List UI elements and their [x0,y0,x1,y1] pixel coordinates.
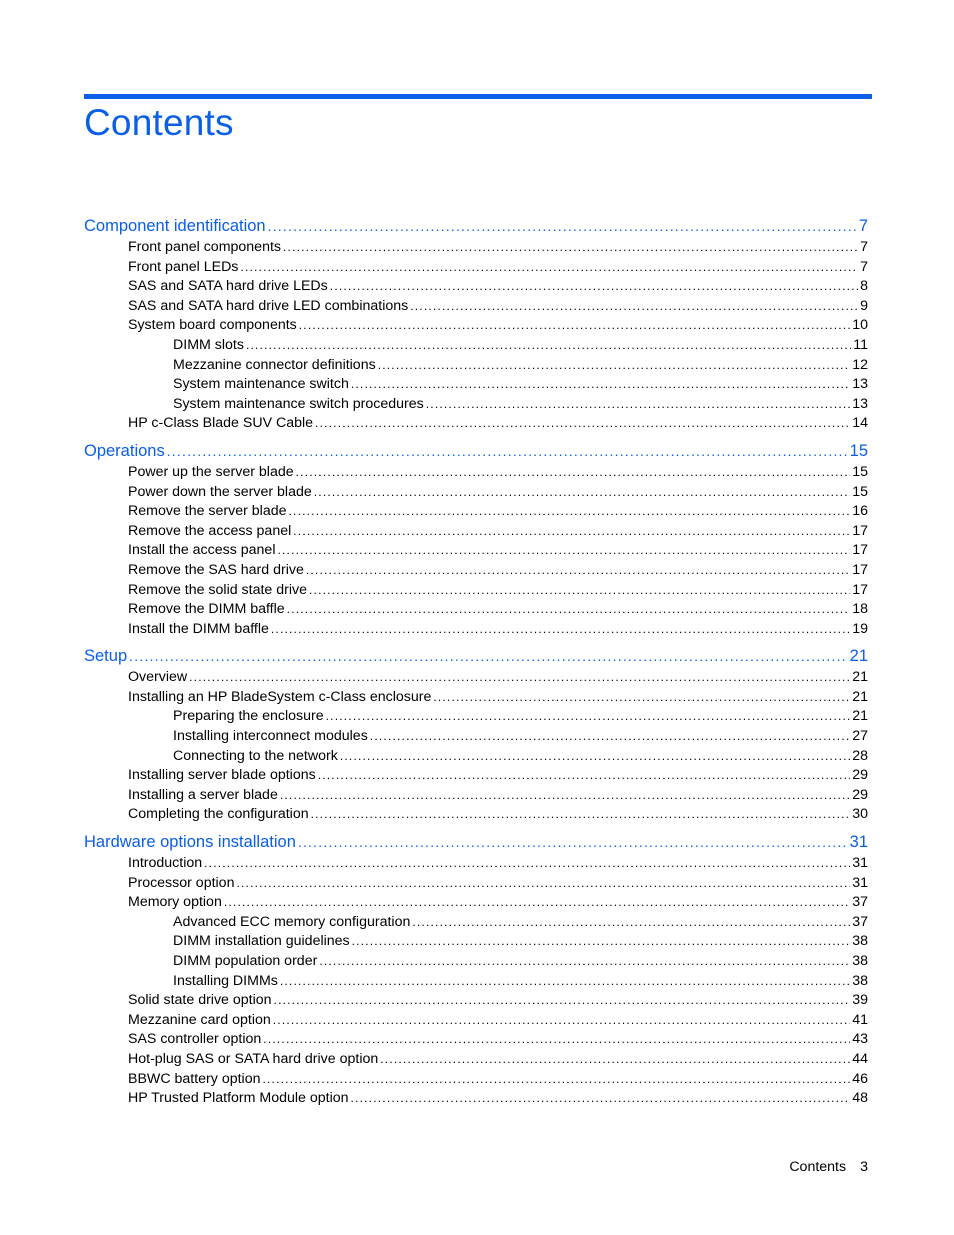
toc-entry-page: 21 [852,708,868,725]
toc-leader-dots [380,1050,850,1070]
toc-entry-title: DIMM population order [173,953,318,969]
toc-entry[interactable] [84,913,868,933]
toc-leader-dots [426,395,850,415]
toc-leader-dots [277,541,850,561]
page-title: Contents [84,102,234,143]
toc-leader-dots [299,316,850,336]
toc-entry[interactable] [84,972,868,992]
toc-entry-title: Hot-plug SAS or SATA hard drive option [128,1050,379,1067]
toc-entry-title: HP Trusted Platform Module option [128,1090,349,1107]
toc-section [84,830,868,1109]
toc-leader-dots [280,972,850,992]
toc-entry[interactable] [84,1030,868,1050]
toc-entry[interactable] [84,600,868,620]
toc-leader-dots [167,439,848,463]
toc-entry-page: 10 [852,317,868,334]
toc-entry-page: 43 [852,1031,868,1048]
toc-leader-dots [306,561,850,581]
toc-entry-title: DIMM slots [173,336,244,353]
toc-entry-title: Front panel LEDs [128,258,239,275]
toc-entry-title: Power up the server blade [128,463,294,480]
toc-entry-title: System maintenance switch [173,376,349,393]
toc-entry[interactable] [84,747,868,767]
toc-entry[interactable] [84,395,868,415]
toc-entry-page: 38 [852,972,868,989]
toc-entry-title: Mezzanine card option [128,1011,271,1028]
toc-entry[interactable] [84,238,868,258]
toc-entry-page: 28 [852,747,868,764]
toc-entry[interactable] [84,952,868,972]
toc-entry[interactable] [84,1050,868,1070]
toc-entry[interactable] [84,463,868,483]
toc-leader-dots [287,600,851,620]
toc-entry-title: Introduction [128,855,203,872]
toc-entry-page: 13 [852,376,868,393]
toc-entry[interactable] [84,805,868,825]
toc-entry-page: 15 [852,463,868,480]
toc-entry-title: Remove the access panel [128,522,292,539]
toc-entry[interactable] [84,1089,868,1109]
toc-leader-dots [351,375,850,395]
toc-section-page: 31 [849,833,868,852]
toc-entry-title: Installing DIMMs [173,972,278,989]
toc-entry-page: 21 [852,688,868,705]
toc-leader-dots [273,1011,850,1031]
toc-leader-dots [351,1089,851,1109]
footer-label: Contents [789,1159,847,1175]
toc-leader-dots [271,620,850,640]
toc-leader-dots [129,644,848,668]
toc-entry-title: Installing an HP BladeSystem c-Class enclosure [128,688,432,705]
toc-leader-dots [309,581,850,601]
toc-entry-title: Remove the server blade [128,503,287,520]
toc-leader-dots [280,786,850,806]
toc-entry-title: SAS and SATA hard drive LED combinations [128,297,409,314]
toc-leader-dots [315,414,850,434]
toc-entry[interactable] [84,874,868,894]
toc-entry-title: Solid state drive option [128,992,272,1009]
toc-leader-dots [224,893,850,913]
toc-leader-dots [412,913,850,933]
toc-entry-page: 29 [852,767,868,784]
toc-entry-title: SAS and SATA hard drive LEDs [128,278,328,295]
toc-entry-title: DIMM installation guidelines [173,933,350,950]
toc-entry-page: 15 [852,483,868,500]
toc-entry-title: Mezzanine connector definitions [173,356,376,373]
toc-section-link[interactable] [84,830,868,854]
toc-entry-title: Power down the server blade [128,483,312,500]
toc-section-title: Setup [84,647,128,666]
toc-entry-page: 29 [852,786,868,803]
toc-entry[interactable] [84,541,868,561]
toc-entry[interactable] [84,258,868,278]
toc-entry[interactable] [84,786,868,806]
footer-page-number: 3 [860,1159,868,1175]
toc-section [84,214,868,434]
toc-entry-page: 14 [852,415,868,432]
toc-entry-page: 30 [852,806,868,823]
toc-leader-dots [340,747,850,767]
toc-entry-page: 37 [852,894,868,911]
toc-entry-page: 31 [852,855,868,872]
toc-section-page: 15 [849,441,868,460]
toc-entry[interactable] [84,668,868,688]
toc-leader-dots [246,336,851,356]
toc-entry-title: Memory option [128,894,222,911]
toc-entry-page: 46 [852,1070,868,1087]
table-of-contents [84,214,868,1114]
toc-entry-page: 17 [852,561,868,578]
toc-leader-dots [274,991,851,1011]
toc-entry-title: Installing server blade options [128,767,316,784]
toc-entry-title: BBWC battery option [128,1070,261,1087]
toc-entry-title: Install the access panel [128,542,276,559]
toc-leader-dots [268,214,857,238]
toc-entry-title: Completing the configuration [128,806,309,823]
toc-entry[interactable] [84,356,868,376]
toc-entry[interactable] [84,522,868,542]
toc-entry[interactable] [84,483,868,503]
toc-section-page: 7 [858,217,868,235]
toc-entry[interactable] [84,561,868,581]
toc-entry-page: 48 [852,1090,868,1107]
toc-section-link[interactable] [84,644,868,668]
toc-leader-dots [319,952,850,972]
toc-entry[interactable] [84,893,868,913]
toc-entry-title: Advanced ECC memory configuration [173,913,411,930]
toc-entry-page: 27 [852,728,868,745]
toc-entry-page: 21 [852,669,868,686]
toc-leader-dots [378,356,851,376]
toc-entry-title: Remove the DIMM baffle [128,601,285,618]
toc-entry[interactable] [84,502,868,522]
toc-section-title: Hardware options installation [84,833,296,852]
toc-entry[interactable] [84,1070,868,1090]
toc-section-page: 21 [849,647,868,666]
toc-section [84,644,868,825]
toc-entry-page: 19 [852,620,868,637]
toc-entry-page: 13 [852,395,868,412]
toc-section-link[interactable] [84,439,868,463]
toc-entry-page: 37 [852,913,868,930]
toc-entry[interactable] [84,688,868,708]
toc-entry[interactable] [84,336,868,356]
toc-entry[interactable] [84,932,868,952]
toc-entry-page: 11 [853,336,868,353]
toc-leader-dots [433,688,850,708]
toc-entry[interactable] [84,854,868,874]
toc-entry-page: 44 [852,1050,868,1067]
toc-entry[interactable] [84,991,868,1011]
toc-entry-page: 7 [860,239,868,255]
toc-entry-page: 8 [860,278,868,295]
toc-entry-title: Remove the SAS hard drive [128,561,304,578]
toc-entry-title: System board components [128,317,297,334]
toc-entry[interactable] [84,727,868,747]
toc-entry[interactable] [84,707,868,727]
toc-entry-page: 16 [852,503,868,520]
toc-entry-page: 41 [852,1011,868,1028]
toc-section-title: Component identification [84,217,266,235]
toc-leader-dots [352,932,851,952]
toc-entry[interactable] [84,581,868,601]
toc-leader-dots [410,297,858,317]
toc-section [84,439,868,639]
toc-entry-title: Installing a server blade [128,786,278,803]
toc-entry-title: Overview [128,669,188,686]
toc-entry[interactable] [84,375,868,395]
toc-entry-title: Installing interconnect modules [173,728,368,745]
toc-section-title: Operations [84,441,165,460]
toc-leader-dots [296,463,851,483]
toc-leader-dots [189,668,850,688]
toc-entry-title: Install the DIMM baffle [128,620,269,637]
toc-entry-title: System maintenance switch procedures [173,395,424,412]
toc-entry-title: HP c-Class Blade SUV Cable [128,415,314,432]
toc-entry-page: 38 [852,953,868,969]
toc-leader-dots [314,483,850,503]
toc-entry-title: Connecting to the network [173,747,338,764]
title-rule [84,94,872,99]
toc-entry-title: Processor option [128,874,235,891]
toc-entry-page: 38 [852,933,868,950]
toc-entry[interactable] [84,316,868,336]
toc-entry[interactable] [84,620,868,640]
toc-leader-dots [283,238,858,258]
toc-entry[interactable] [84,766,868,786]
toc-entry-page: 17 [852,581,868,598]
toc-leader-dots [326,707,851,727]
toc-entry[interactable] [84,1011,868,1031]
toc-leader-dots [298,830,848,854]
toc-entry-page: 17 [852,522,868,539]
toc-leader-dots [293,522,850,542]
toc-leader-dots [370,727,850,747]
toc-entry-page: 7 [860,258,868,275]
toc-entry-title: Front panel components [128,239,282,255]
toc-entry-title: Remove the solid state drive [128,581,308,598]
toc-entry-page: 9 [860,297,868,314]
toc-leader-dots [311,805,851,825]
toc-leader-dots [330,277,858,297]
toc-entry-page: 12 [852,356,868,373]
toc-entry-title: Preparing the enclosure [173,708,324,725]
toc-entry[interactable] [84,414,868,434]
toc-leader-dots [236,874,850,894]
toc-leader-dots [318,766,851,786]
toc-entry-page: 31 [852,874,868,891]
toc-entry-page: 18 [852,601,868,618]
toc-leader-dots [240,258,858,278]
toc-leader-dots [204,854,850,874]
toc-entry[interactable] [84,297,868,317]
toc-entry-page: 17 [852,542,868,559]
toc-entry-page: 39 [852,992,868,1009]
toc-entry-title: SAS controller option [128,1031,262,1048]
toc-section-link[interactable] [84,214,868,238]
toc-entry[interactable] [84,277,868,297]
toc-leader-dots [262,1070,850,1090]
toc-leader-dots [289,502,851,522]
page-footer [789,1159,868,1175]
toc-leader-dots [263,1030,850,1050]
